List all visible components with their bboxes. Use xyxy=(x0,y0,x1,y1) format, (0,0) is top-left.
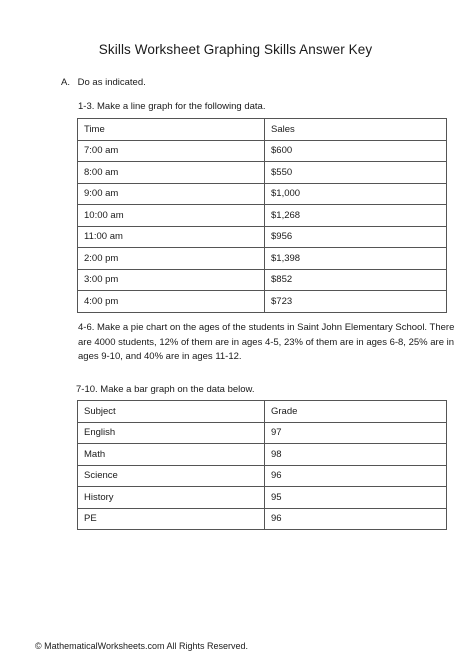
grade-cell: 95 xyxy=(265,487,447,509)
table-row xyxy=(78,162,447,184)
time-cell: 7:00 am xyxy=(78,140,265,162)
header-cell: Sales xyxy=(265,119,447,141)
sales-cell: $600 xyxy=(265,140,447,162)
time-cell: 3:00 pm xyxy=(78,269,265,291)
table-row xyxy=(78,465,447,487)
section-a-heading xyxy=(61,77,146,88)
bar-graph-instruction: 7-10. Make a bar graph on the data below. xyxy=(76,384,255,395)
table-row xyxy=(78,269,447,291)
sales-cell: $1,398 xyxy=(265,248,447,270)
time-cell: 8:00 am xyxy=(78,162,265,184)
pie-chart-instruction: 4-6. Make a pie chart on the ages of the students in Saint John Elementary School. There are 4000 students, 12% of them are in ages 4-5, 23% of them are in ages 6-8, 25% are in ages 9-10, and 40% are in ages 11-12. xyxy=(78,322,455,362)
subject-cell: Math xyxy=(78,444,265,466)
subject-cell: English xyxy=(78,422,265,444)
table-header-row xyxy=(78,401,447,423)
section-instruction: Do as indicated. xyxy=(77,77,146,88)
section-letter: A. xyxy=(61,77,70,88)
subject-cell: PE xyxy=(78,508,265,530)
table-row xyxy=(78,487,447,509)
sales-cell: $956 xyxy=(265,226,447,248)
table-row xyxy=(78,140,447,162)
grade-cell: 96 xyxy=(265,465,447,487)
header-cell: Subject xyxy=(78,401,265,423)
grade-cell: 98 xyxy=(265,444,447,466)
table-row xyxy=(78,508,447,530)
time-cell: 9:00 am xyxy=(78,183,265,205)
table-row xyxy=(78,248,447,270)
table-row xyxy=(78,183,447,205)
copyright-footer: © MathematicalWorksheets.com All Rights Reserved. xyxy=(35,641,249,651)
sales-cell: $550 xyxy=(265,162,447,184)
subject-cell: Science xyxy=(78,465,265,487)
header-cell: Time xyxy=(78,119,265,141)
time-cell: 2:00 pm xyxy=(78,248,265,270)
sales-cell: $723 xyxy=(265,291,447,313)
line-graph-instruction: 1-3. Make a line graph for the following data. xyxy=(78,101,266,112)
table-row xyxy=(78,422,447,444)
table-row xyxy=(78,291,447,313)
sales-table xyxy=(77,118,447,313)
table-row xyxy=(78,444,447,466)
table-row xyxy=(78,226,447,248)
header-cell: Grade xyxy=(265,401,447,423)
subject-cell: History xyxy=(78,487,265,509)
page-title: Skills Worksheet Graphing Skills Answer Key xyxy=(98,42,373,57)
time-cell: 10:00 am xyxy=(78,205,265,227)
grade-cell: 97 xyxy=(265,422,447,444)
sales-cell: $1,000 xyxy=(265,183,447,205)
time-cell: 4:00 pm xyxy=(78,291,265,313)
table-row xyxy=(78,205,447,227)
grades-table xyxy=(77,400,447,530)
sales-cell: $1,268 xyxy=(265,205,447,227)
time-cell: 11:00 am xyxy=(78,226,265,248)
table-header-row xyxy=(78,119,447,141)
sales-cell: $852 xyxy=(265,269,447,291)
grade-cell: 96 xyxy=(265,508,447,530)
